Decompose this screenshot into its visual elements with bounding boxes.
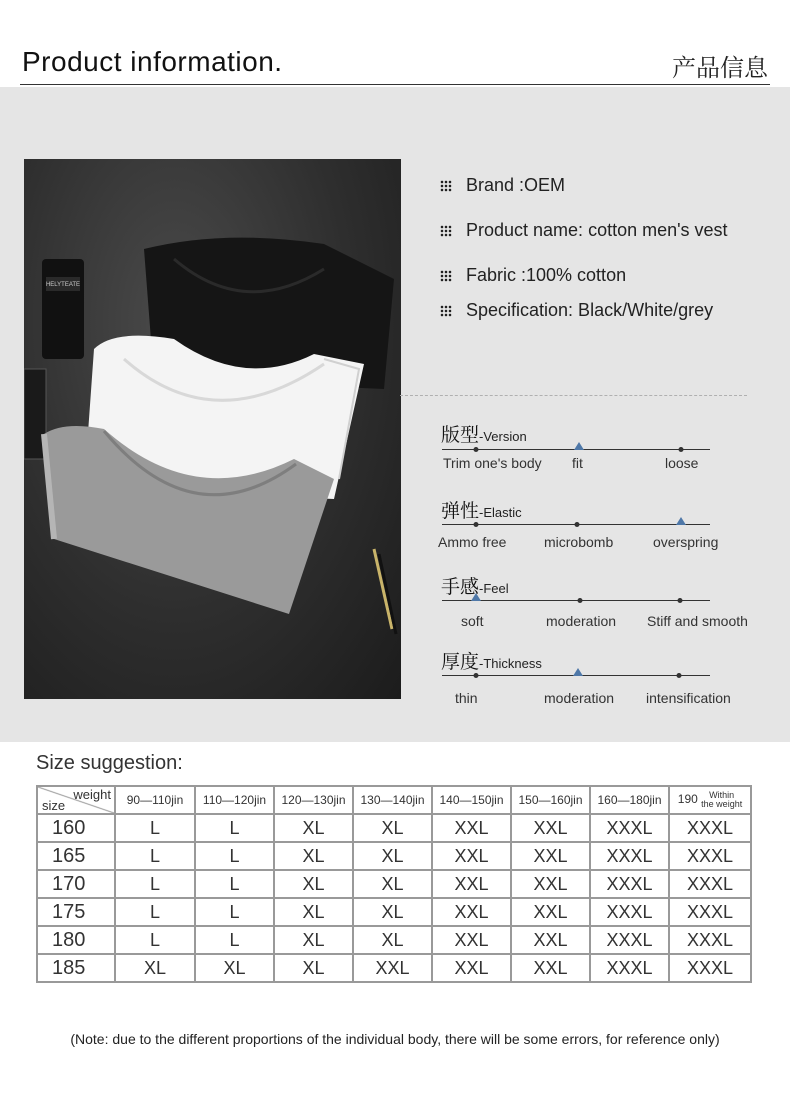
size-cell: L xyxy=(195,926,274,954)
size-cell: XL xyxy=(353,898,432,926)
scale-label: moderation xyxy=(544,690,615,706)
spec-fabric xyxy=(440,265,626,286)
size-cell: XXXL xyxy=(590,926,669,954)
product-photo xyxy=(24,159,401,699)
size-cell: XXXL xyxy=(669,954,751,982)
weight-column-header: 160—180jin xyxy=(590,786,669,814)
corner-cell: weight size xyxy=(37,786,115,814)
size-cell: XXXL xyxy=(669,898,751,926)
spec-specification xyxy=(440,300,713,321)
size-cell: XL xyxy=(115,954,195,982)
size-cell: XL xyxy=(274,898,353,926)
table-row xyxy=(37,954,751,982)
scale-dot xyxy=(678,598,683,603)
size-cell: XL xyxy=(274,814,353,842)
scale-label: fit xyxy=(572,455,583,471)
spec-text: Brand :OEM xyxy=(466,175,566,195)
table-row xyxy=(37,814,751,842)
size-cell: XL xyxy=(353,926,432,954)
spec-text: Fabric :100% cotton xyxy=(466,265,627,285)
size-cell: L xyxy=(195,870,274,898)
attr-thickness-heading: 厚度 -Thickness xyxy=(441,651,542,673)
spec-text: Specification: Black/White/grey xyxy=(466,300,714,320)
size-cell: XL xyxy=(274,870,353,898)
scale-label: overspring xyxy=(653,534,719,550)
grid-dots-icon xyxy=(440,180,452,192)
size-cell: L xyxy=(195,814,274,842)
weight-column-header: 120—130jin xyxy=(274,786,353,814)
weight-column-header: 150—160jin xyxy=(511,786,590,814)
size-cell: XL xyxy=(353,842,432,870)
table-row xyxy=(37,870,751,898)
size-cell: XXL xyxy=(511,954,590,982)
title-divider xyxy=(20,84,770,85)
size-cell: XXL xyxy=(432,870,511,898)
weight-column-header: 90—110jin xyxy=(115,786,195,814)
vest-stack-illustration xyxy=(24,159,401,699)
dashed-divider xyxy=(400,395,747,396)
grid-dots-icon xyxy=(440,305,452,317)
scale-dot xyxy=(474,673,479,678)
size-cell: XXXL xyxy=(669,870,751,898)
size-suggestion-title: Size suggestion: xyxy=(36,752,183,774)
spec-text: Product name: cotton men's vest xyxy=(466,220,728,240)
scale-label: soft xyxy=(461,613,484,629)
size-cell: XL xyxy=(353,870,432,898)
size-cell: XXL xyxy=(511,870,590,898)
size-cell: XXXL xyxy=(590,898,669,926)
size-table xyxy=(36,785,752,983)
attr-feel-scale xyxy=(442,600,710,601)
size-cell: XXXL xyxy=(590,814,669,842)
weight-column-header: 110—120jin xyxy=(195,786,274,814)
scale-label: Trim one's body xyxy=(443,455,542,471)
height-cell: 180 xyxy=(37,926,115,954)
size-cell: XXXL xyxy=(590,842,669,870)
table-row xyxy=(37,926,751,954)
size-cell: L xyxy=(115,842,195,870)
weight-column-header: 140—150jin xyxy=(432,786,511,814)
scale-dot xyxy=(677,673,682,678)
size-cell: XXXL xyxy=(669,842,751,870)
size-cell: XL xyxy=(274,842,353,870)
page-title-cn: 产品信息 xyxy=(672,54,768,82)
attr-feel-heading: 手感 -Feel xyxy=(441,576,509,598)
size-cell: XL xyxy=(195,954,274,982)
size-table-header xyxy=(37,786,751,814)
size-cell: XXL xyxy=(432,814,511,842)
size-cell: L xyxy=(115,898,195,926)
size-cell: L xyxy=(115,870,195,898)
size-cell: L xyxy=(195,898,274,926)
scale-dot xyxy=(578,598,583,603)
size-cell: XXL xyxy=(511,842,590,870)
size-cell: XXL xyxy=(432,926,511,954)
spec-brand xyxy=(440,175,565,196)
size-cell: XXL xyxy=(432,954,511,982)
scale-label: moderation xyxy=(546,613,617,629)
page-title: Product information. xyxy=(22,46,283,77)
size-cell: XXL xyxy=(511,926,590,954)
height-cell: 175 xyxy=(37,898,115,926)
spec-product-name xyxy=(440,220,728,241)
attr-elastic-heading: 弹性 -Elastic xyxy=(441,500,522,522)
size-cell: XXL xyxy=(432,898,511,926)
size-note: (Note: due to the different proportions of the individual body, there will be some errors, for reference only) xyxy=(70,1031,720,1047)
size-cell: XXXL xyxy=(590,954,669,982)
scale-label: thin xyxy=(455,690,478,706)
size-cell: XXL xyxy=(511,898,590,926)
grid-dots-icon xyxy=(440,225,452,237)
table-row xyxy=(37,898,751,926)
selected-marker-icon xyxy=(574,442,584,450)
height-cell: 160 xyxy=(37,814,115,842)
size-cell: XL xyxy=(353,814,432,842)
table-row xyxy=(37,842,751,870)
size-cell: L xyxy=(195,842,274,870)
height-cell: 170 xyxy=(37,870,115,898)
scale-label: microbomb xyxy=(544,534,614,550)
size-cell: XXL xyxy=(511,814,590,842)
size-cell: XXL xyxy=(432,842,511,870)
selected-marker-icon xyxy=(573,668,583,676)
selected-marker-icon xyxy=(471,593,481,601)
height-cell: 165 xyxy=(37,842,115,870)
scale-dot xyxy=(474,522,479,527)
scale-label: loose xyxy=(665,455,699,471)
grid-dots-icon xyxy=(440,270,452,282)
scale-label: Stiff and smooth xyxy=(647,613,748,629)
height-cell: 185 xyxy=(37,954,115,982)
size-cell: XXL xyxy=(353,954,432,982)
scale-dot xyxy=(575,522,580,527)
size-cell: XXXL xyxy=(669,926,751,954)
size-cell: L xyxy=(115,926,195,954)
weight-column-header: 130—140jin xyxy=(353,786,432,814)
scale-dot xyxy=(679,447,684,452)
size-cell: L xyxy=(115,814,195,842)
size-cell: XL xyxy=(274,954,353,982)
perfume-bottle xyxy=(42,259,84,359)
size-cell: XL xyxy=(274,926,353,954)
selected-marker-icon xyxy=(676,517,686,525)
weight-column-header: 190 Within the weight xyxy=(669,786,751,814)
size-cell: XXXL xyxy=(590,870,669,898)
scale-dot xyxy=(474,447,479,452)
size-cell: XXXL xyxy=(669,814,751,842)
scale-label: intensification xyxy=(646,690,731,706)
attr-version-heading: 版型 -Version xyxy=(441,424,527,446)
bottle-label: HELYTEATE xyxy=(45,282,81,288)
scale-label: Ammo free xyxy=(438,534,507,550)
